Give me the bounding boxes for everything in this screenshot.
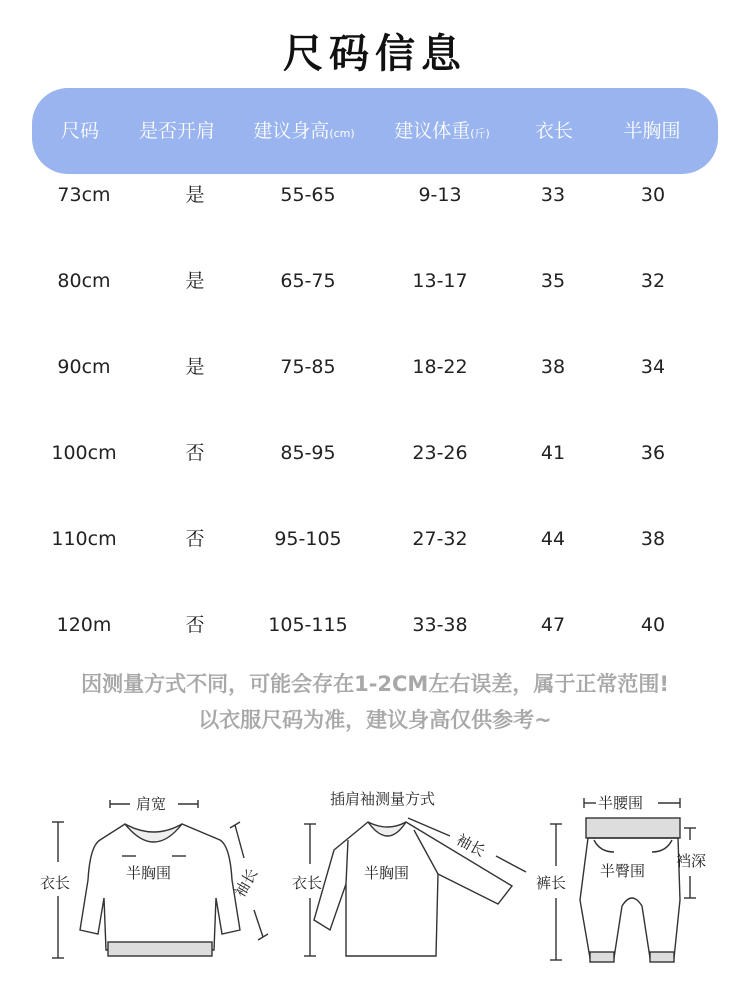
cell-chest: 40 (640, 614, 666, 636)
cell-chest: 38 (640, 528, 666, 550)
header-open-shoulder: 是否开肩 (138, 120, 215, 142)
measurement-note: 因测量方式不同，可能会存在1-2CM左右误差，属于正常范围! (81, 672, 669, 696)
pants-rise-label: 裆深 (676, 852, 707, 870)
raglan-chest-label: 半胸围 (364, 864, 410, 882)
cell-length: 44 (540, 528, 566, 550)
header-length: 衣长 (534, 120, 573, 142)
sweater-sleeve-label: 袖长 (230, 865, 262, 901)
table-row (0, 524, 750, 554)
cell-size: 73cm (57, 184, 111, 206)
reference-note: 以衣服尺码为准，建议身高仅供参考~ (198, 708, 552, 732)
pants-waist-label: 半腰围 (598, 794, 644, 812)
cell-length: 41 (540, 442, 566, 464)
cell-chest: 32 (640, 270, 666, 292)
cell-weight: 18-22 (412, 356, 468, 378)
raglan-sleeve-label: 袖长 (453, 830, 489, 861)
header-chest: 半胸围 (623, 120, 681, 142)
cell-open-shoulder: 是 (185, 356, 205, 378)
table-row (0, 266, 750, 296)
cell-size: 120m (56, 614, 112, 636)
cell-length: 33 (540, 184, 566, 206)
sweater-chest-label: 半胸围 (126, 864, 172, 882)
cell-chest: 36 (640, 442, 666, 464)
cell-length: 38 (540, 356, 566, 378)
header-height: 建议身高(cm) (253, 120, 355, 142)
cell-weight: 33-38 (412, 614, 468, 636)
cell-open-shoulder: 否 (185, 442, 205, 464)
sweater-length-label: 衣长 (40, 874, 71, 892)
raglan-method-title: 插肩袖测量方式 (330, 790, 436, 808)
cell-size: 80cm (57, 270, 111, 292)
table-header (32, 88, 718, 174)
table-row (0, 438, 750, 468)
cell-size: 110cm (51, 528, 117, 550)
page-title: 尺码信息 (283, 31, 467, 77)
sweater-diagram (30, 780, 280, 980)
cell-chest: 34 (640, 356, 666, 378)
cell-height: 65-75 (280, 270, 336, 292)
cell-weight: 9-13 (418, 184, 462, 206)
pants-length-label: 裤长 (536, 874, 567, 892)
cell-height: 85-95 (280, 442, 336, 464)
cell-height: 105-115 (268, 614, 348, 636)
cell-open-shoulder: 否 (185, 614, 205, 636)
cell-weight: 13-17 (412, 270, 468, 292)
cell-open-shoulder: 是 (185, 270, 205, 292)
cell-open-shoulder: 否 (185, 528, 205, 550)
cell-size: 90cm (57, 356, 111, 378)
cell-height: 95-105 (274, 528, 342, 550)
header-height-unit: (cm) (329, 127, 355, 140)
table-row (0, 610, 750, 640)
table-row (0, 352, 750, 382)
cell-weight: 27-32 (412, 528, 468, 550)
sweater-shoulder-label: 肩宽 (136, 795, 167, 813)
cell-height: 55-65 (280, 184, 336, 206)
cell-weight: 23-26 (412, 442, 468, 464)
cell-size: 100cm (51, 442, 117, 464)
header-weight-unit: (斤) (470, 127, 490, 140)
cell-chest: 30 (640, 184, 666, 206)
cell-height: 75-85 (280, 356, 336, 378)
header-size: 尺码 (60, 120, 99, 142)
pants-diagram (530, 780, 746, 980)
pants-hip-label: 半臀围 (600, 862, 646, 880)
table-row (0, 180, 750, 210)
cell-length: 47 (540, 614, 566, 636)
cell-length: 35 (540, 270, 566, 292)
header-weight: 建议体重(斤) (394, 120, 490, 142)
cell-open-shoulder: 是 (185, 184, 205, 206)
raglan-length-label: 衣长 (292, 874, 323, 892)
raglan-diagram (290, 780, 540, 980)
